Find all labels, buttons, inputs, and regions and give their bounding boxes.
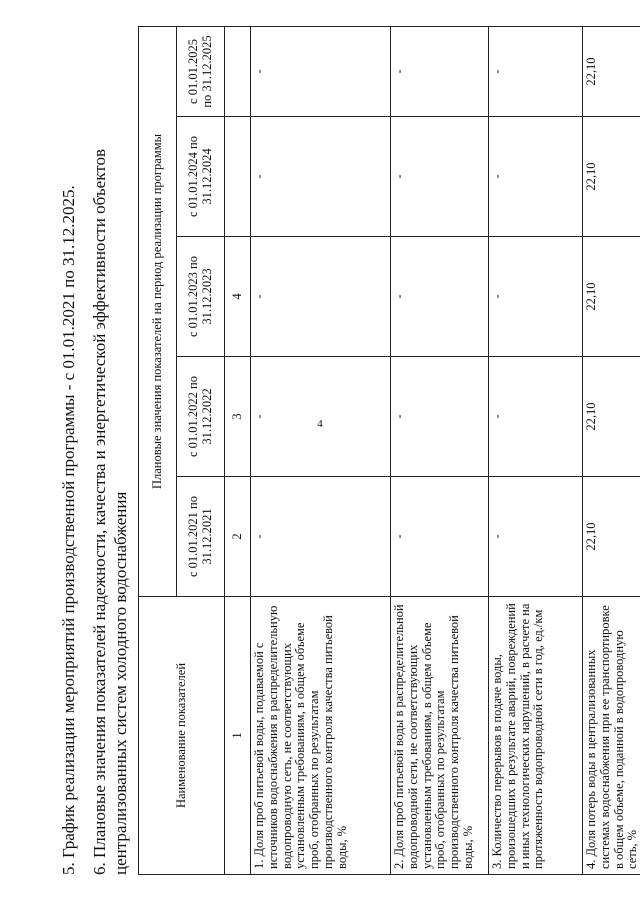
indicator-value: - [391, 117, 489, 237]
indicator-value: 22,10 [583, 117, 640, 237]
page-number: 4 [317, 418, 323, 430]
indicator-value: - [391, 357, 489, 477]
indicator-value: - [251, 477, 391, 597]
indicator-name: 4. Доля потерь воды в централизованных системах водоснабжения при ее транспортировке в общем объеме, поданной в водопроводную сеть, % [583, 597, 640, 875]
indicator-value: - [251, 26, 391, 116]
period-header-2024: с 01.01.2024 по 31.12.2024 [177, 117, 225, 237]
indicator-value: - [489, 117, 583, 237]
indicator-value: - [391, 237, 489, 357]
indicator-value: - [251, 237, 391, 357]
indicator-name: 3. Количество перерывов в подаче воды, произошедших в результате аварий, повреждений и иных технологических нарушений, в расчете на протяженность водопроводной сети в год, ед./км [489, 597, 583, 875]
section-6-heading-line2: централизованных систем холодного водоснабжения [111, 491, 130, 875]
period-header-2022: с 01.01.2022 по 31.12.2022 [177, 357, 225, 477]
section-5-heading: 5. График реализации мероприятий производственной программы - с 01.01.2021 по 31.12.2025. [59, 185, 78, 875]
column-number: 1 [225, 597, 251, 875]
indicator-value: - [391, 477, 489, 597]
indicator-value: - [391, 26, 489, 116]
indicator-value: - [489, 237, 583, 357]
indicator-name: 2. Доля проб питьевой воды в распределительной водопроводной сети, не соответствующих установленным требованиям, в общем объеме проб, отобранных по результатам производственного контроля качества питьевой воды, % [391, 597, 489, 875]
indicator-value: - [489, 477, 583, 597]
table-row [489, 26, 583, 874]
column-number: 2 [225, 477, 251, 597]
column-number-row [225, 26, 251, 874]
indicator-value: 22,10 [583, 357, 640, 477]
planned-values-header: Плановые значения показателей на период реализации программы [139, 26, 177, 596]
rotated-document-content [40, 2, 640, 902]
column-number [225, 117, 251, 237]
column-number [225, 26, 251, 116]
indicator-value: - [489, 26, 583, 116]
table-row [583, 26, 640, 874]
section-6-heading-line1: 6. Плановые значения показателей надежности, качества и энергетической эффективности объектов [90, 149, 109, 875]
indicator-value: - [251, 117, 391, 237]
period-header-2021: с 01.01.2021 по 31.12.2021 [177, 477, 225, 597]
indicator-value: 22,10 [583, 237, 640, 357]
indicator-value: 22,10 [583, 477, 640, 597]
indicator-value: 22,10 [583, 26, 640, 116]
indicator-name-header: Наименование показателей [139, 597, 225, 875]
table-row [391, 26, 489, 874]
column-number: 4 [225, 237, 251, 357]
indicator-value: - [489, 357, 583, 477]
indicator-value: - [251, 357, 391, 477]
table-row [251, 26, 391, 874]
indicators-table [138, 26, 640, 875]
period-header-2023: с 01.01.2023 по 31.12.2023 [177, 237, 225, 357]
column-number: 3 [225, 357, 251, 477]
indicator-name: 1. Доля проб питьевой воды, подаваемой с источников водоснабжения в распределительную водопроводную сеть, не соответствующих установленным требованиям, в общем объеме проб, отобранных по результатам производственного контроля качества питьевой воды, % [251, 597, 391, 875]
period-header-2025: с 01.01.2025 по 31.12.2025 [177, 26, 225, 116]
